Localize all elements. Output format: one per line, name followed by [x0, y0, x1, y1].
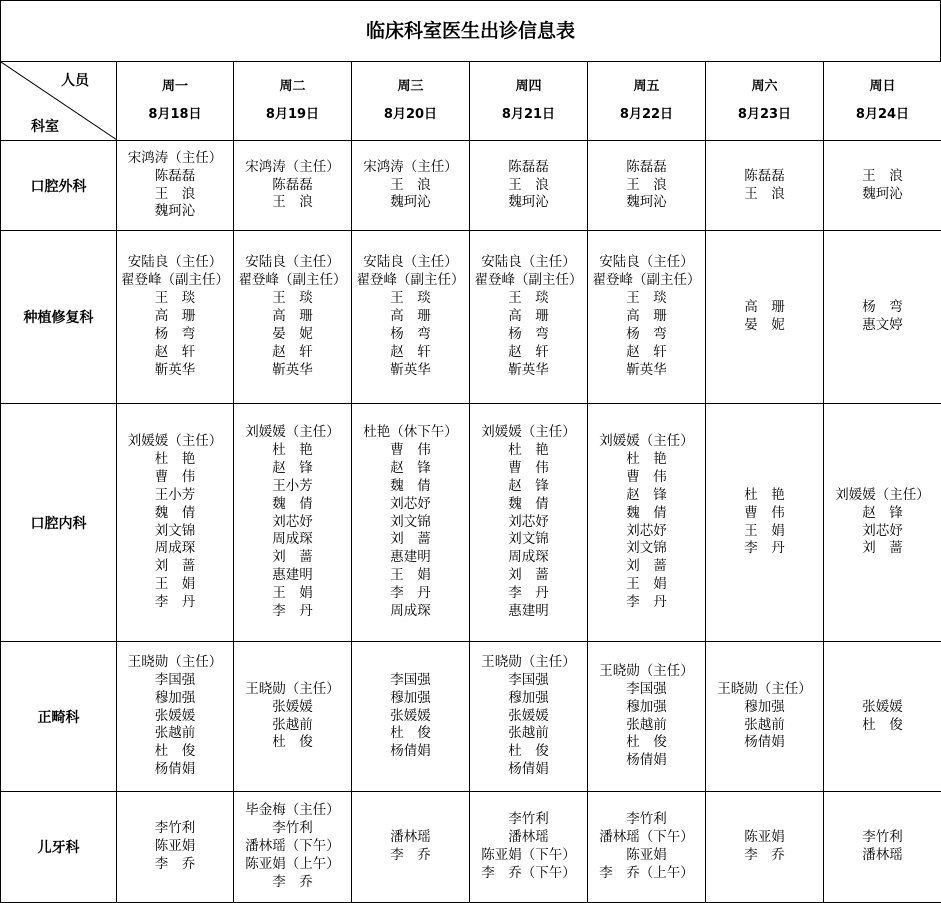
doctor-name: 高 珊 — [154, 308, 196, 325]
doctor-name: 王晓勋（主任） — [599, 662, 694, 679]
doctor-name: 王 娟 — [272, 585, 313, 602]
doctor-name: 李国强 — [626, 680, 667, 697]
day-header-sat — [706, 62, 824, 141]
doctor-name: 李国强 — [154, 671, 196, 688]
doctor-name: 刘芯妤 — [626, 522, 667, 539]
doctor-name: 周成琛 — [390, 603, 431, 620]
doctor-name: 穆加强 — [154, 689, 196, 706]
schedule-cell-wed — [352, 792, 470, 903]
doctor-name: 惠建明 — [272, 567, 313, 584]
doctor-name: 潘林瑶 — [862, 847, 903, 863]
schedule-cell-fri — [588, 404, 706, 642]
doctor-name: 杨倩娟 — [390, 743, 431, 760]
doctor-name: 李 丹 — [390, 585, 431, 602]
date-label: 8月24日 — [855, 107, 910, 122]
doctor-name: 魏 倩 — [508, 495, 549, 512]
schedule-cell-thu — [470, 642, 588, 792]
doctor-name: 张越前 — [508, 725, 549, 742]
day-header-mon — [117, 62, 234, 141]
doctor-name: 翟登峰（副主任） — [238, 272, 347, 289]
schedule-cell-sun — [824, 404, 941, 642]
corner-personnel-label: 人员 — [61, 73, 89, 89]
doctor-name: 杨倩娟 — [154, 761, 196, 778]
doctor-name: 王小芳 — [272, 477, 313, 494]
doctor-name: 潘林瑶 — [390, 829, 431, 846]
doctor-name: 李 乔（上午） — [599, 864, 694, 881]
doctor-name: 李 乔 — [390, 847, 431, 863]
doctor-name: 赵 锋 — [390, 459, 431, 476]
doctor-name: 魏珂沁 — [154, 203, 196, 220]
schedule-cell-wed — [352, 141, 470, 231]
doctor-name: 高 珊 — [390, 308, 431, 325]
doctor-name: 陈磊磊 — [272, 176, 313, 193]
doctor-name: 杜 俊 — [154, 743, 196, 760]
doctor-name: 高 珊 — [508, 308, 549, 325]
doctor-name: 刘芯妤 — [390, 495, 431, 512]
doctor-name: 刘媛媛（主任） — [127, 432, 223, 449]
doctor-name: 魏 倩 — [390, 477, 431, 494]
day-header-tue — [234, 62, 352, 141]
schedule-cell-sat — [706, 642, 824, 792]
doctor-name: 李竹利 — [508, 811, 549, 828]
schedule-table — [0, 61, 941, 903]
doctor-name: 魏 倩 — [154, 504, 196, 521]
schedule-cell-mon — [117, 792, 234, 903]
doctor-name: 杜 艳 — [626, 450, 667, 467]
doctor-name: 陈磊磊 — [508, 158, 549, 175]
doctor-name: 王 浪 — [508, 176, 549, 193]
doctor-name: 杨 弯 — [390, 325, 431, 342]
doctor-name: 靳英华 — [390, 361, 431, 378]
doctor-name: 刘芯妤 — [272, 513, 313, 530]
doctor-name: 李 乔 — [744, 847, 785, 863]
schedule-cell-wed — [352, 642, 470, 792]
doctor-name: 曹 伟 — [154, 468, 196, 485]
doctor-name: 靳英华 — [508, 361, 549, 378]
doctor-name: 陈亚娟（上午） — [245, 855, 340, 872]
doctor-name: 刘 蔷 — [154, 558, 196, 575]
doctor-name: 张媛媛 — [154, 707, 196, 724]
doctor-name: 陈亚娟 — [744, 829, 785, 846]
doctor-name: 李 丹 — [626, 594, 667, 611]
doctor-name: 王 琰 — [154, 290, 196, 307]
doctor-name: 赵 轩 — [626, 343, 667, 360]
doctor-name: 王 浪 — [154, 185, 196, 202]
doctor-name: 王 浪 — [272, 194, 313, 211]
schedule-cell-tue — [234, 141, 352, 231]
schedule-cell-tue — [234, 231, 352, 404]
doctor-name: 惠建明 — [508, 603, 549, 620]
doctor-name: 王 琰 — [626, 290, 667, 307]
corner-header — [1, 62, 117, 141]
doctor-name: 王 浪 — [390, 176, 431, 193]
doctor-name: 王小芳 — [154, 486, 196, 503]
doctor-name: 高 珊 — [626, 308, 667, 325]
doctor-name: 魏珂沁 — [626, 194, 667, 211]
doctor-name: 翟登峰（副主任） — [592, 272, 701, 289]
doctor-name: 杜 俊 — [272, 734, 313, 751]
doctor-name: 赵 轩 — [390, 343, 431, 360]
doctor-name: 李国强 — [508, 671, 549, 688]
day-header-fri — [588, 62, 706, 141]
weekday-label: 周六 — [751, 79, 778, 94]
doctor-name: 穆加强 — [744, 698, 785, 715]
doctor-name: 刘芯妤 — [508, 513, 549, 530]
doctor-name: 安陆良（主任） — [363, 254, 458, 271]
doctor-name: 靳英华 — [154, 361, 196, 378]
weekday-label: 周二 — [279, 79, 306, 94]
doctor-name: 潘林瑶（下午） — [245, 838, 340, 855]
doctor-name: 潘林瑶（下午） — [599, 829, 694, 846]
department-name: 口腔内科 — [1, 404, 117, 642]
doctor-name: 陈磊磊 — [154, 167, 196, 184]
doctor-name: 陈磊磊 — [744, 167, 785, 184]
schedule-cell-sat — [706, 792, 824, 903]
doctor-name: 王晓勋（主任） — [481, 653, 576, 670]
doctor-name: 杨 弯 — [626, 325, 667, 342]
schedule-cell-mon — [117, 141, 234, 231]
doctor-name: 刘媛媛（主任） — [245, 424, 340, 441]
doctor-name: 曹 伟 — [390, 441, 431, 458]
schedule-cell-sat — [706, 141, 824, 231]
doctor-name: 杜 俊 — [390, 725, 431, 742]
department-name: 正畸科 — [1, 642, 117, 792]
department-row — [1, 231, 941, 404]
schedule-cell-sun — [824, 642, 941, 792]
doctor-name: 李竹利 — [626, 811, 667, 828]
schedule-cell-mon — [117, 231, 234, 404]
doctor-name: 陈亚娟（下午） — [481, 847, 576, 863]
doctor-name: 刘 蔷 — [626, 558, 667, 575]
doctor-name: 刘媛媛（主任） — [599, 432, 694, 449]
schedule-cell-sun — [824, 792, 941, 903]
weekday-label: 周三 — [397, 79, 424, 94]
doctor-name: 曹 伟 — [744, 504, 785, 521]
doctor-name: 李竹利 — [154, 820, 196, 837]
doctor-name: 刘媛媛（主任） — [835, 486, 930, 503]
doctor-name: 宋鸿涛（主任） — [363, 158, 458, 175]
schedule-cell-tue — [234, 642, 352, 792]
doctor-name: 张越前 — [744, 716, 785, 733]
doctor-name: 安陆良（主任） — [127, 254, 223, 271]
doctor-name: 杜 艳 — [744, 486, 785, 503]
schedule-cell-thu — [470, 231, 588, 404]
doctor-name: 王晓勋（主任） — [127, 653, 223, 670]
doctor-name: 李 乔（下午） — [481, 864, 576, 881]
doctor-name: 安陆良（主任） — [481, 254, 576, 271]
doctor-name: 刘文锦 — [626, 540, 667, 557]
doctor-name: 潘林瑶 — [508, 829, 549, 846]
doctor-name: 杜艳（休下午） — [363, 424, 458, 441]
doctor-name: 张越前 — [154, 725, 196, 742]
doctor-name: 杜 艳 — [154, 450, 196, 467]
schedule-cell-sun — [824, 141, 941, 231]
doctor-name: 刘媛媛（主任） — [481, 424, 576, 441]
schedule-cell-wed — [352, 231, 470, 404]
doctor-name: 魏珂沁 — [862, 185, 903, 202]
weekday-label: 周四 — [515, 79, 542, 94]
doctor-name: 张媛媛 — [272, 698, 313, 715]
corner-department-label: 科室 — [31, 119, 59, 135]
date-label: 8月22日 — [619, 107, 674, 122]
schedule-cell-thu — [470, 404, 588, 642]
doctor-name: 刘 蔷 — [272, 549, 313, 566]
doctor-name: 惠建明 — [390, 549, 431, 566]
doctor-name: 王 浪 — [862, 167, 903, 184]
day-header-thu — [470, 62, 588, 141]
department-row — [1, 404, 941, 642]
doctor-name: 杨倩娟 — [626, 752, 667, 769]
doctor-name: 周成琛 — [508, 549, 549, 566]
doctor-name: 安陆良（主任） — [245, 254, 340, 271]
schedule-cell-mon — [117, 642, 234, 792]
doctor-name: 赵 锋 — [626, 486, 667, 503]
doctor-name: 翟登峰（副主任） — [474, 272, 583, 289]
doctor-name: 赵 轩 — [272, 343, 313, 360]
doctor-name: 刘文锦 — [154, 522, 196, 539]
schedule-cell-tue — [234, 404, 352, 642]
doctor-name: 晏 妮 — [744, 317, 785, 333]
doctor-name: 周成琛 — [272, 531, 313, 548]
doctor-name: 李国强 — [390, 671, 431, 688]
doctor-name: 张越前 — [626, 716, 667, 733]
doctor-name: 穆加强 — [508, 689, 549, 706]
day-header-wed — [352, 62, 470, 141]
doctor-name: 宋鸿涛（主任） — [245, 158, 340, 175]
doctor-name: 周成琛 — [154, 540, 196, 557]
weekday-label: 周五 — [633, 79, 660, 94]
date-label: 8月21日 — [501, 107, 556, 122]
doctor-name: 李 丹 — [508, 585, 549, 602]
schedule-cell-fri — [588, 231, 706, 404]
doctor-name: 高 珊 — [272, 308, 313, 325]
schedule-cell-mon — [117, 404, 234, 642]
schedule-cell-wed — [352, 404, 470, 642]
doctor-name: 惠文婷 — [862, 317, 903, 333]
doctor-name: 陈磊磊 — [626, 158, 667, 175]
doctor-name: 赵 锋 — [862, 504, 903, 521]
doctor-name: 杜 俊 — [508, 743, 549, 760]
header-row — [1, 62, 941, 141]
day-header-sun — [824, 62, 941, 141]
doctor-name: 陈亚娟 — [154, 838, 196, 855]
doctor-name: 李 丹 — [744, 540, 785, 557]
doctor-name: 晏 妮 — [272, 325, 313, 342]
department-name: 种植修复科 — [1, 231, 117, 404]
doctor-name: 宋鸿涛（主任） — [127, 149, 223, 166]
doctor-name: 魏 倩 — [272, 495, 313, 512]
weekday-label: 周一 — [161, 79, 188, 94]
doctor-name: 李竹利 — [272, 820, 313, 837]
weekday-label: 周日 — [869, 79, 896, 94]
doctor-name: 刘 蔷 — [862, 540, 903, 557]
department-row — [1, 792, 941, 903]
department-name: 儿牙科 — [1, 792, 117, 903]
schedule-cell-fri — [588, 141, 706, 231]
doctor-name: 魏珂沁 — [390, 194, 431, 211]
doctor-name: 王 浪 — [744, 185, 785, 202]
schedule-cell-tue — [234, 792, 352, 903]
doctor-name: 杨 弯 — [508, 325, 549, 342]
department-row — [1, 642, 941, 792]
date-label: 8月23日 — [737, 107, 792, 122]
doctor-name: 杨倩娟 — [508, 761, 549, 778]
doctor-name: 杜 艳 — [272, 441, 313, 458]
date-label: 8月19日 — [265, 107, 320, 122]
doctor-name: 魏 倩 — [626, 504, 667, 521]
schedule-cell-thu — [470, 792, 588, 903]
doctor-name: 张媛媛 — [862, 698, 903, 715]
doctor-name: 杨 弯 — [154, 325, 196, 342]
doctor-name: 杨倩娟 — [744, 734, 785, 751]
doctor-name: 李 乔 — [272, 873, 313, 890]
schedule-cell-sun — [824, 231, 941, 404]
doctor-name: 李 乔 — [154, 855, 196, 872]
schedule-cell-fri — [588, 792, 706, 903]
doctor-name: 李 丹 — [272, 603, 313, 620]
doctor-name: 赵 轩 — [154, 343, 196, 360]
doctor-name: 张媛媛 — [390, 707, 431, 724]
doctor-name: 赵 锋 — [272, 459, 313, 476]
doctor-name: 王 娟 — [390, 567, 431, 584]
doctor-name: 刘文锦 — [390, 513, 431, 530]
doctor-name: 刘芯妤 — [862, 522, 903, 539]
doctor-name: 王 琰 — [390, 290, 431, 307]
doctor-name: 翟登峰（副主任） — [356, 272, 465, 289]
doctor-name: 杜 俊 — [626, 734, 667, 751]
schedule-cell-sat — [706, 404, 824, 642]
schedule-cell-fri — [588, 642, 706, 792]
doctor-name: 王 娟 — [154, 576, 196, 593]
page-title: 临床科室医生出诊信息表 — [0, 0, 941, 61]
doctor-name: 毕金梅（主任） — [245, 802, 340, 819]
doctor-name: 赵 轩 — [508, 343, 549, 360]
doctor-name: 杜 艳 — [508, 441, 549, 458]
schedule-cell-thu — [470, 141, 588, 231]
doctor-name: 高 珊 — [744, 299, 785, 316]
doctor-name: 杨 弯 — [862, 299, 903, 316]
doctor-name: 张越前 — [272, 716, 313, 733]
doctor-name: 王 浪 — [626, 176, 667, 193]
doctor-name: 李竹利 — [862, 829, 903, 846]
doctor-name: 穆加强 — [390, 689, 431, 706]
doctor-name: 穆加强 — [626, 698, 667, 715]
doctor-name: 翟登峰（副主任） — [121, 272, 229, 289]
doctor-name: 刘文锦 — [508, 531, 549, 548]
doctor-name: 王 娟 — [626, 576, 667, 593]
doctor-name: 张媛媛 — [508, 707, 549, 724]
doctor-name: 王 琰 — [508, 290, 549, 307]
doctor-name: 王 娟 — [744, 522, 785, 539]
doctor-name: 王晓勋（主任） — [717, 680, 812, 697]
doctor-name: 曹 伟 — [626, 468, 667, 485]
schedule-cell-sat — [706, 231, 824, 404]
doctor-name: 魏珂沁 — [508, 194, 549, 211]
date-label: 8月20日 — [383, 107, 438, 122]
doctor-name: 陈亚娟 — [626, 847, 667, 863]
doctor-name: 刘 蔷 — [390, 531, 431, 548]
doctor-name: 王 琰 — [272, 290, 313, 307]
doctor-name: 安陆良（主任） — [599, 254, 694, 271]
doctor-name: 李 丹 — [154, 594, 196, 611]
doctor-name: 刘 蔷 — [508, 567, 549, 584]
doctor-name: 赵 锋 — [508, 477, 549, 494]
department-row — [1, 141, 941, 231]
doctor-name: 王晓勋（主任） — [245, 680, 340, 697]
department-name: 口腔外科 — [1, 141, 117, 231]
date-label: 8月18日 — [148, 107, 202, 122]
doctor-name: 靳英华 — [272, 361, 313, 378]
doctor-name: 杜 俊 — [862, 716, 903, 733]
doctor-name: 靳英华 — [626, 361, 667, 378]
doctor-name: 曹 伟 — [508, 459, 549, 476]
